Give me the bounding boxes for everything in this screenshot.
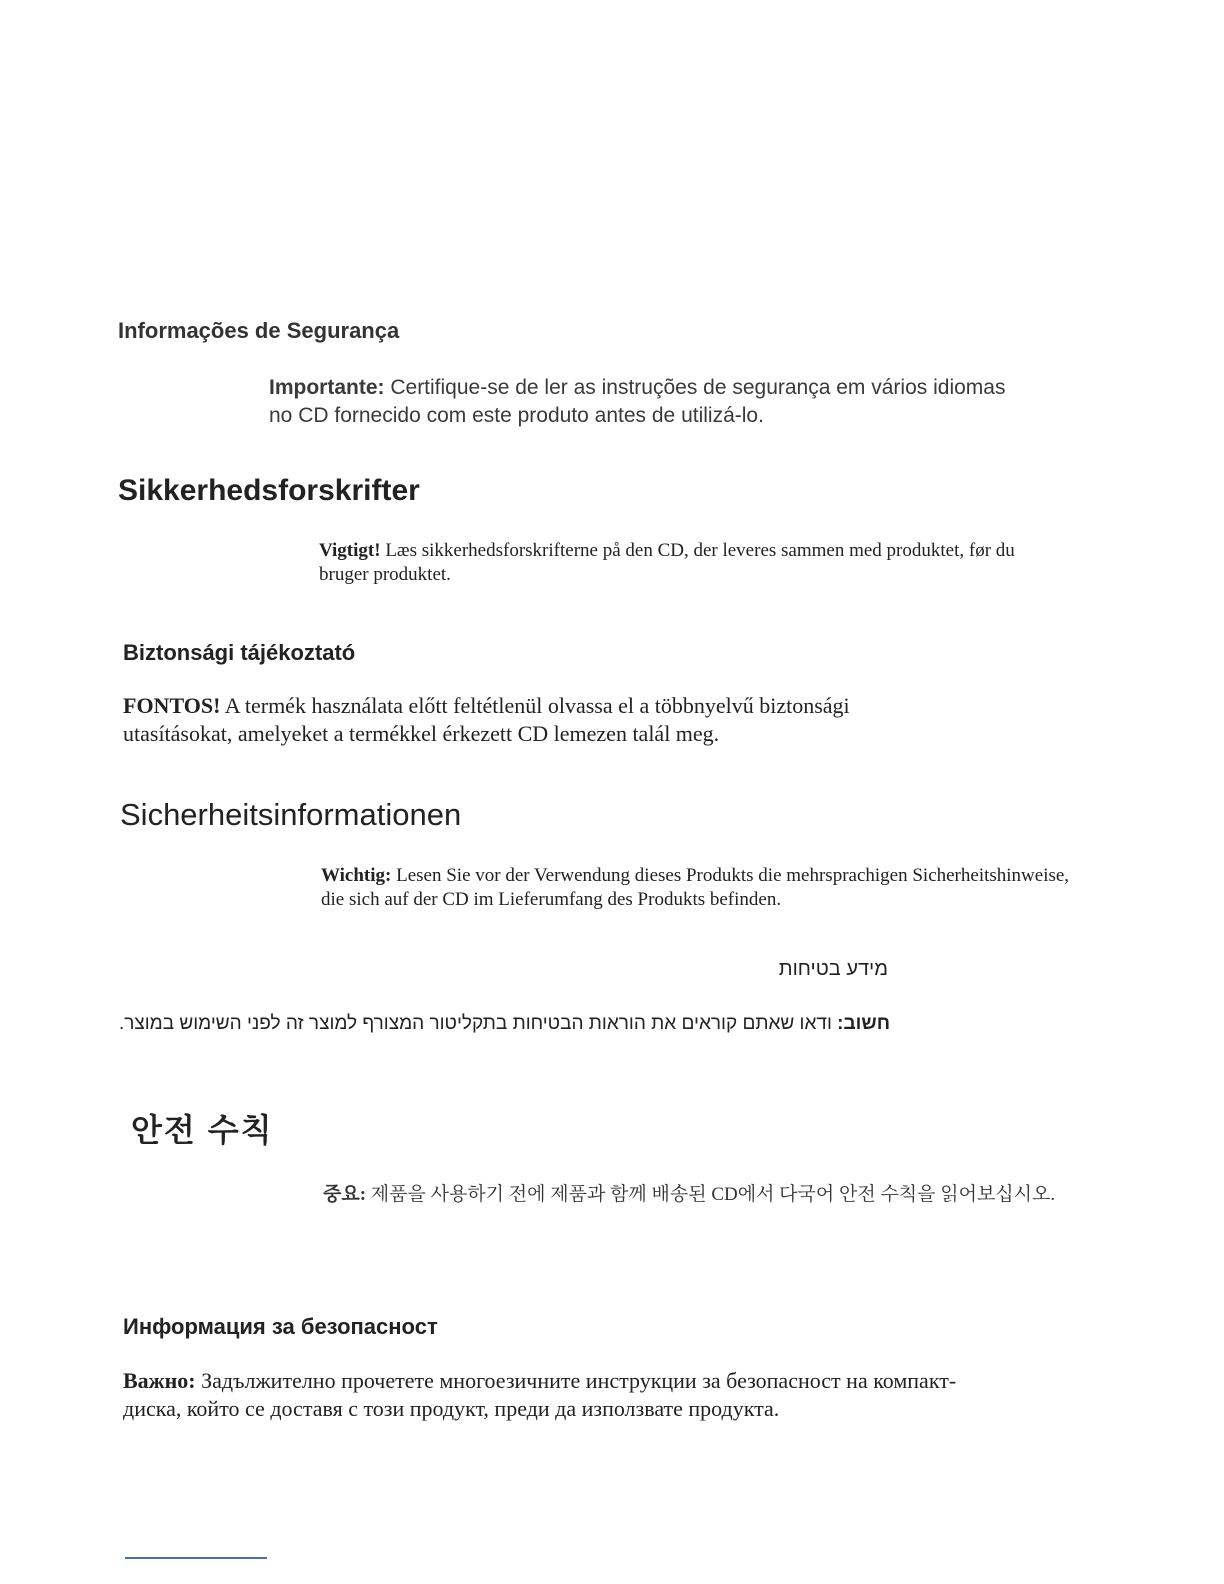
- section-body-german: [321, 864, 1081, 912]
- section-title-german: Sicherheitsinformationen: [120, 797, 462, 832]
- important-label: Wichtig:: [321, 865, 392, 886]
- section-body-bulgarian: [123, 1367, 983, 1423]
- section-body-portuguese: [269, 374, 1029, 430]
- section-body-hebrew: [90, 1013, 890, 1035]
- important-label: FONTOS!: [123, 693, 221, 718]
- important-label: 중요:: [323, 1184, 367, 1205]
- section-title-korean: 안전 수칙: [131, 1112, 274, 1148]
- section-body-danish: [319, 539, 1039, 587]
- notice-text: Certifique-se de ler as instruções de segurança em vários idiomas no CD fornecido com este produto antes de utilizá-lo.: [269, 376, 1006, 427]
- notice-text: Задължително прочетете многоезичните инструкции за безопасност на компакт-диска, който се доставя с този продукт, преди да използвате продукта.: [123, 1368, 957, 1421]
- section-body-korean: [323, 1179, 1063, 1211]
- notice-text: ודאו שאתם קוראים את הוראות הבטיחות בתקליטור המצורף למוצר זה לפני השימוש במוצר.: [118, 1013, 832, 1034]
- important-label: Importante:: [269, 376, 385, 399]
- section-title-portuguese: Informações de Segurança: [118, 318, 400, 343]
- section-body-hungarian: [123, 692, 943, 748]
- notice-text: Lesen Sie vor der Verwendung dieses Produkts die mehrsprachigen Sicherheitshinweise, die sich auf der CD im Lieferumfang des Produkts befinden.: [321, 865, 1070, 910]
- important-label: Vigtigt!: [319, 540, 381, 561]
- notice-text: A termék használata előtt feltétlenül olvassa el a többnyelvű biztonsági utasításokat, amelyeket a termékkel érkezett CD lemezen talál meg.: [123, 693, 850, 746]
- section-title-bulgarian: Информация за безопасност: [123, 1314, 438, 1339]
- section-title-hungarian: Biztonsági tájékoztató: [123, 640, 356, 665]
- important-label: חשוב:: [837, 1013, 890, 1034]
- footnote-separator: [125, 1557, 267, 1559]
- important-label: Важно:: [123, 1368, 196, 1393]
- section-title-hebrew: מידע בטיחות: [778, 958, 888, 980]
- section-title-danish: Sikkerhedsforskrifter: [118, 474, 420, 507]
- notice-text: 제품을 사용하기 전에 제품과 함께 배송된 CD에서 다국어 안전 수칙을 읽어보십시오.: [370, 1184, 1056, 1205]
- notice-text: Læs sikkerhedsforskrifterne på den CD, der leveres sammen med produktet, før du bruger produktet.: [319, 540, 1015, 585]
